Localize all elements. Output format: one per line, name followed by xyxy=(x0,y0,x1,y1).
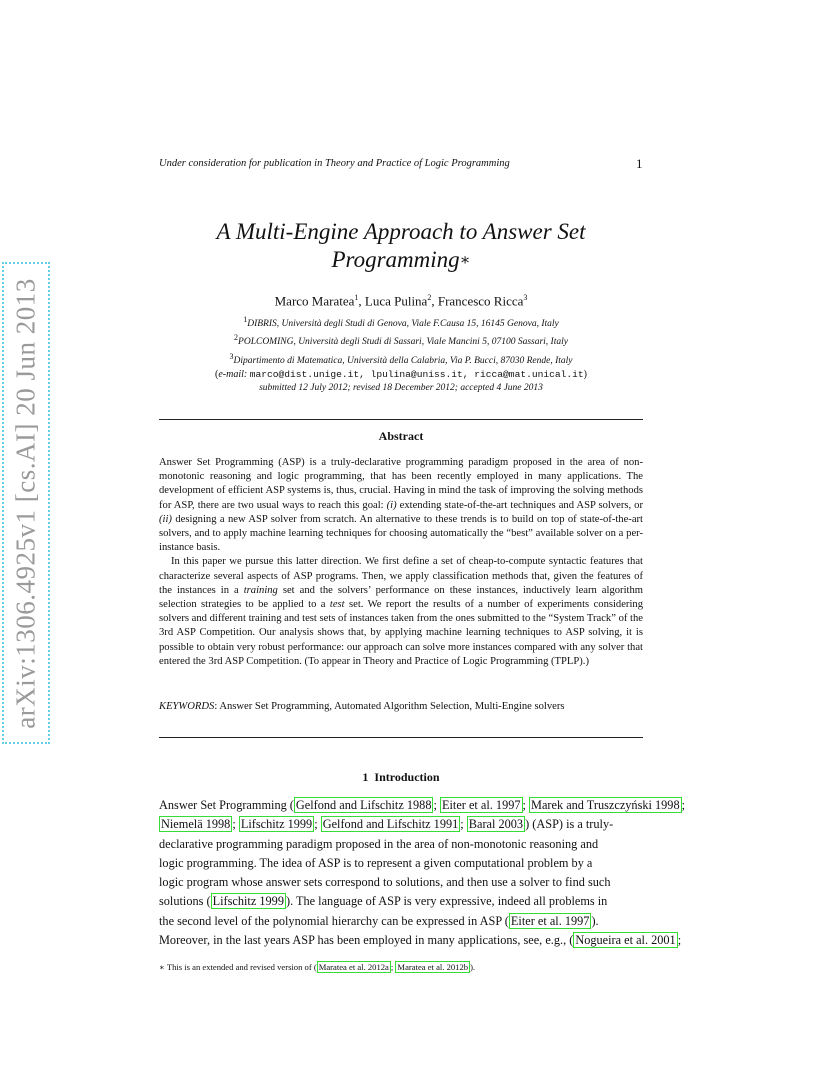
affiliations xyxy=(159,313,643,382)
intro-text: Moreover, in the last years ASP has been employed in many applications, see, e.g., ( xyxy=(159,933,574,948)
author-2: Luca Pulina xyxy=(364,293,428,309)
affiliation-1-text: DIBRIS, Università degli Studi di Genova, Viale F.Causa 15, 16145 Genova, Italy xyxy=(247,319,559,330)
intro-text: ; xyxy=(232,817,239,832)
footnote-text: ; xyxy=(390,962,396,972)
intro-text: solutions ( xyxy=(159,894,211,909)
affiliation-2-text: POLCOMING, Università degli Studi di Sassari, Viale Mancini 5, 07100 Sassari, Italy xyxy=(238,337,568,348)
citation-link[interactable]: Gelfond and Lifschitz 1988 xyxy=(295,798,432,812)
footnote-text: ). xyxy=(470,962,476,972)
title-line-1: A Multi-Engine Approach to Answer Set xyxy=(216,219,586,244)
section-title: Introduction xyxy=(374,770,440,784)
footnote-mark: ∗ xyxy=(159,962,165,972)
running-head: Under consideration for publication in Theory and Practice of Logic Programming xyxy=(159,158,510,169)
title-line-2-text: Programming xyxy=(331,247,460,272)
abstract-top-rule xyxy=(159,419,643,420)
intro-text: ). The language of ASP is very expressive, indeed all problems in xyxy=(285,894,608,909)
abstract-bottom-rule xyxy=(159,737,643,738)
author-1-sup: 1 xyxy=(354,293,359,302)
abstract-heading: Abstract xyxy=(378,429,424,443)
intro-line-4: logic programming. The idea of ASP is to represent a given computational problem by a xyxy=(159,855,593,870)
footnote xyxy=(159,962,475,973)
abstract-text: Answer Set Programming (ASP) is a truly-declarative programming paradigm proposed in the area of non-monotonic reasoning and logic programming, that has been recently employed in many applications. The development of efficient ASP systems is, thus, crucial. Having in mind the task of improving the solving methods for ASP, there are two usual ways to reach this goal: xyxy=(159,457,643,511)
intro-text: ; xyxy=(677,933,682,948)
abstract-body xyxy=(159,456,643,669)
email-label: e-mail: xyxy=(218,369,248,381)
intro-text: ). xyxy=(591,913,599,928)
abstract-emphasis: training xyxy=(243,584,278,596)
abstract-paragraph-1 xyxy=(159,456,643,555)
author-1: Marco Maratea xyxy=(274,293,355,309)
citation-link[interactable]: Eiter et al. 1997 xyxy=(510,913,590,928)
abstract-text: In this paper we pursue this latter direction. We first define a set of cheap-to-compute syntactic features that characterize several aspects of ASP programs. Then, we apply classification methods that, given the features of the instances in a xyxy=(159,556,643,596)
citation-link[interactable]: Eiter et al. 1997 xyxy=(441,798,521,812)
authors: Marco Maratea$^1$, Luca Pulina$^2$, Francesco Ricca$^3$ xyxy=(274,293,528,309)
citation-link[interactable]: Gelfond and Lifschitz 1991 xyxy=(322,817,459,832)
keywords-label: KEYWORDS xyxy=(159,701,215,712)
citation-link[interactable]: Marek and Truszczyński 1998 xyxy=(531,798,680,812)
intro-line-7 xyxy=(159,912,719,931)
keywords-text: : Answer Set Programming, Automated Algorithm Selection, Multi-Engine solvers xyxy=(214,701,565,712)
citation-link[interactable]: Niemelä 1998 xyxy=(161,817,231,832)
citation-link[interactable]: Maratea et al. 2012b xyxy=(397,962,469,972)
citation-link[interactable]: Nogueira et al. 2001 xyxy=(575,933,676,948)
arxiv-stamp xyxy=(2,262,50,744)
intro-text: ; xyxy=(522,798,530,812)
introduction-body xyxy=(159,796,719,950)
abstract-text: set. We report the results of a number of experiments considering solvers and different training and test sets of instances taken from the ones submitted to the “System Track” of the 3rd ASP Competition. Our analysis shows that, by applying machine learning techniques to ASP solving, it is possible to obtain very robust performance: our approach can solve more instances compared with any solver that entered the 3rd ASP Competition. (To appear in Theory and Practice of Logic Programming (TPLP).) xyxy=(159,599,643,667)
intro-line-2 xyxy=(159,815,719,834)
abstract-text: set and the solvers’ performance on these instances, inductively learn algorithm selection strategies to be applied to a xyxy=(159,584,643,611)
abstract-math: (i) xyxy=(386,499,397,511)
email-line: (e-mail: marco@dist.unige.it, lpulina@uniss.it, ricca@mat.unical.it) xyxy=(215,369,587,381)
intro-text: ; xyxy=(681,798,686,812)
paper-title xyxy=(159,218,643,275)
email-addresses: marco@dist.unige.it, lpulina@uniss.it, ricca@mat.unical.it xyxy=(249,369,584,381)
intro-line-3: declarative programming paradigm proposed in the area of non-monotonic reasoning and xyxy=(159,836,599,851)
intro-text: the second level of the polynomial hierarchy can be expressed in ASP ( xyxy=(159,913,509,928)
section-heading xyxy=(159,770,643,785)
intro-line-8 xyxy=(159,931,719,950)
affiliation-2-sup: 2 xyxy=(234,333,239,343)
intro-text: ) (ASP) is a truly- xyxy=(525,817,614,832)
intro-text: ; xyxy=(433,798,440,812)
abstract-text: designing a new ASP solver from scratch. An alternative to these trends is to build on top of state-of-the-art solvers, and to apply machine learning techniques for choosing automatically the “best” available solver on a per-instance basis. xyxy=(159,513,643,554)
citation-link[interactable]: Baral 2003 xyxy=(468,817,524,832)
submission-dates: submitted 12 July 2012; revised 18 December 2012; accepted 4 June 2013 xyxy=(259,383,543,393)
affiliation-3 xyxy=(159,350,643,368)
author-2-sup: 2 xyxy=(427,293,432,302)
author-3: Francesco Ricca xyxy=(437,293,524,309)
affiliation-3-text: Dipartimento di Matematica, Università della Calabria, Via P. Bucci, 87030 Rende, Italy xyxy=(233,356,573,367)
affiliation-2 xyxy=(159,331,643,349)
title-footnote-mark: ∗ xyxy=(459,252,471,269)
page-number: 1 xyxy=(636,156,643,171)
intro-text: ; xyxy=(460,817,467,832)
abstract-text: extending state-of-the-art techniques and ASP solvers, or xyxy=(396,499,643,511)
intro-text: Answer Set Programming ( xyxy=(159,798,294,812)
citation-link[interactable]: Lifschitz 1999 xyxy=(212,894,284,909)
abstract-emphasis: test xyxy=(329,599,345,611)
intro-line-6 xyxy=(159,892,719,911)
abstract-paragraph-2 xyxy=(159,555,643,669)
abstract-math: (ii) xyxy=(159,513,172,525)
author-3-sup: 3 xyxy=(523,293,528,302)
affiliation-3-sup: 3 xyxy=(229,351,234,361)
citation-link[interactable]: Lifschitz 1999 xyxy=(240,817,313,832)
intro-text: ; xyxy=(314,817,321,832)
affiliation-1 xyxy=(159,313,643,331)
citation-link[interactable]: Maratea et al. 2012a xyxy=(318,962,389,972)
arxiv-stamp-text: arXiv:1306.4925v1 [cs.AI] 20 Jun 2013 xyxy=(10,277,41,729)
footnote-text: This is an extended and revised version of ( xyxy=(164,962,317,972)
title-line-2 xyxy=(159,246,643,275)
section-number: 1 xyxy=(362,770,369,784)
affiliation-1-sup: 1 xyxy=(243,315,248,324)
keywords xyxy=(159,701,643,712)
intro-line-5: logic program whose answer sets correspond to solutions, and then use a solver to find such xyxy=(159,875,611,890)
intro-line-1 xyxy=(159,796,719,815)
